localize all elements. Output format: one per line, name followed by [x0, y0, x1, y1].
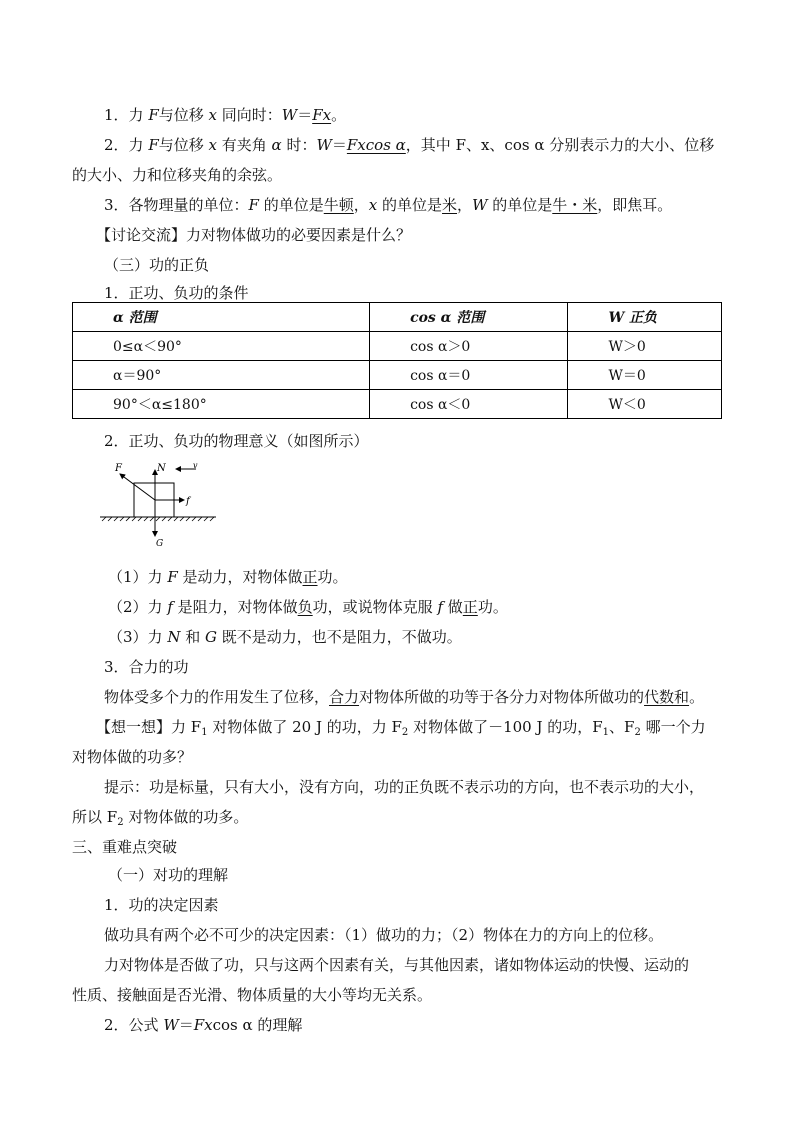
hint-line-2: 所以 $F_2$ 对物体做的功多。	[72, 808, 249, 828]
section-heading: （一）对功的理解	[108, 866, 229, 884]
hint-line-1: 提示：功是标量，只有大小，没有方向，功的正负既不表示功的方向，也不表示功的大小，	[104, 778, 705, 796]
subheading: 1．功的决定因素	[104, 896, 219, 914]
subheading: 1．正功、负功的条件	[104, 284, 249, 302]
table-header: cos α 范围	[370, 303, 568, 332]
para-units: 3．各物理量的单位：F 的单位是牛顿，x 的单位是米，W 的单位是牛・米，即焦耳。	[104, 196, 673, 214]
table-cell: cos α＝0	[370, 361, 568, 390]
blank-answer: 正	[462, 598, 478, 616]
table-cell: cos α＜0	[370, 390, 568, 419]
meaning-1: （1）力 F 是动力，对物体做正功。	[108, 568, 348, 586]
table-header: α 范围	[73, 303, 370, 332]
force-diagram	[98, 460, 222, 548]
think-question-cont: 对物体做的功多？	[72, 748, 193, 766]
ground-hatching	[102, 517, 214, 521]
factor-paragraph-2-cont: 性质、接触面是否光滑、物体质量的大小等均无关系。	[72, 986, 433, 1004]
table-cell: α＝90°	[73, 361, 370, 390]
label-F: F	[115, 463, 122, 474]
subheading: 3．合力的功	[104, 658, 189, 676]
blank-answer: 牛・米	[552, 196, 598, 214]
para-work-angle-cont: 的大小、力和位移夹角的余弦。	[72, 166, 283, 184]
section-heading: （三）功的正负	[104, 256, 210, 274]
label-f: f	[186, 496, 190, 507]
table-cell: W＜0	[568, 390, 722, 419]
para-work-angle: 2．力 F与位移 x 有夹角 α 时：W＝Fxcos α，其中 F、x、cos α 分别表示力的大小、位移	[104, 136, 715, 154]
table-cell: cos α＞0	[370, 332, 568, 361]
discussion-prompt: 【讨论交流】力对物体做功的必要因素是什么？	[96, 226, 412, 244]
blank-answer: 米	[442, 196, 458, 214]
table-row	[73, 361, 722, 390]
para-work-same-direction: 1．力 F与位移 x 同向时：W＝Fx。	[104, 106, 347, 124]
table-row	[73, 332, 722, 361]
table-header: W 正负	[568, 303, 722, 332]
blank-answer: Fxcos α	[346, 136, 406, 154]
subheading: 2．正功、负功的物理意义（如图所示）	[104, 432, 369, 450]
factor-paragraph-1: 做功具有两个必不可少的决定因素：（1）做功的力；（2）物体在力的方向上的位移。	[104, 926, 664, 944]
sign-conditions-table	[72, 302, 722, 419]
net-work-paragraph: 物体受多个力的作用发生了位移，合力对物体所做的功等于各分力对物体所做功的代数和。	[104, 688, 705, 706]
table-cell: 90°＜α≤180°	[73, 390, 370, 419]
table-cell: 0≤α＜90°	[73, 332, 370, 361]
table-cell: W＝0	[568, 361, 722, 390]
blank-answer: 合力	[329, 688, 360, 706]
label-G: G	[156, 539, 164, 548]
blank-answer: 牛顿	[323, 196, 354, 214]
blank-answer: 负	[297, 598, 313, 616]
meaning-3: （3）力 N 和 G 既不是动力，也不是阻力，不做功。	[108, 628, 462, 646]
think-question: 【想一想】力 $F_1$ 对物体做了 20 J 的功，力 $F_2$ 对物体做了－100 J 的功，$F_1$、$F_2$ 哪一个力	[96, 718, 706, 738]
label-v: v	[193, 461, 198, 470]
blank-answer: 正	[302, 568, 318, 586]
subheading: 2．公式 W＝Fxcos α 的理解	[104, 1016, 303, 1034]
blank-answer: Fx	[312, 106, 332, 124]
applied-force-arrow	[120, 474, 155, 500]
factor-paragraph-2: 力对物体是否做了功，只与这两个因素有关，与其他因素，诸如物体运动的快慢、运动的	[104, 956, 690, 974]
meaning-2: （2）力 f 是阻力，对物体做负功，或说物体克服 f 做正功。	[108, 598, 508, 616]
blank-answer: 代数和	[644, 688, 690, 706]
table-row	[73, 390, 722, 419]
label-N: N	[157, 463, 166, 474]
table-header-row	[73, 303, 722, 332]
table-cell: W＞0	[568, 332, 722, 361]
section-heading: 三、重难点突破	[72, 838, 178, 856]
